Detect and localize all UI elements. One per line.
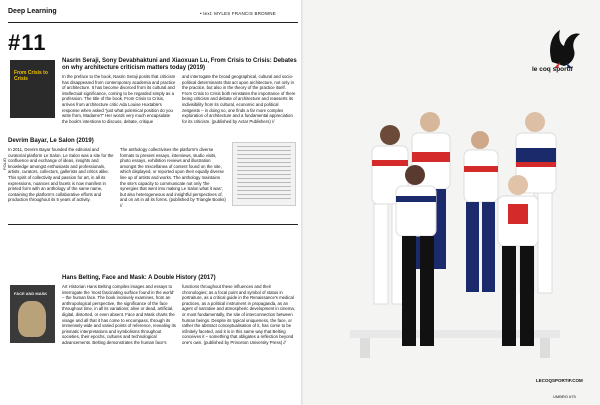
book-text-col2: and interrogate the broad geographical, cultural and socio-political determinants that act upon architecture, not only in the practice, but also in the theory of the practice itself. From Crisis to Crisis both reinstates the importance of there being criticism and debate of architecture and reasserts its indivisibility from its cultural, economic and political zeitgeists – in doing so, one finds a far more complex exploration of architecture and a fundamental appreciation for its criticism. (published by Actar Publishers) //: [182, 74, 296, 124]
book-cover-title: From Crisis to Crisis: [14, 70, 48, 82]
book-text-col1: Art Historian Hans Belting compiles images and essays to interrogate the 'most fascinating surface found in the world' – the human face. The book incisively examines, from an anthropological perspective, the significance of the face throughout time, in all its variations; alive or dead, artificial, digital, distorted, or even absent. Face and Mask charts the visage and all that it has come to encompass, through its immensely wide and varied points of reference, revealing its prismatic interpretations and symbolisms throughout societies, their epochs, cultures and technological advancements. Belting demonstrates the human face's: [62, 284, 176, 345]
side-folio: FOLIO: [2, 157, 7, 170]
athletes-photo: [330, 100, 600, 380]
face-image: [18, 301, 46, 337]
divider: [8, 22, 298, 23]
book-text-col2: The anthology collectivises the platform's diverse formats to present essays, interviews, studio visits, photo essays, exhibition reviews and illustration amongst the miscellanea of content found on the site, which displayed, or reported upon their equally diverse line up of artists and works. The anthology maintains the site's capacity to communicate not only 'the synergies that went into making Le Salon what it was', but also heterogeneous and insightful perspectives of, and on art in all its forms. (published by Triangle Books) //: [120, 147, 226, 208]
book-cover-crisis: [10, 60, 55, 118]
page-folio: UMBRO #75: [553, 394, 576, 399]
book-cover-face: [10, 285, 55, 343]
book-text-col1: In 2011, Devrim Bayar founded the editorial and curatorial platform Le Salon. Le Salon was a site for the confluence and exchange of ideas, insights and knowledge amongst enthusiasts and professionals, artists, curators, collectors, gallerists and critics alike. This spirit of collectivity and passion for art, in all its expressions, nuances and facets is now manifest in printed form with an anthology of the same name, containing the platform's collaborative efforts and production throughout its 5 years of activity.: [8, 147, 114, 203]
brand-url: LECOQSPORTIF.COM: [536, 378, 583, 383]
author-credit: • text: MYLES FRANCIS BROWNE: [200, 11, 276, 16]
spine: [301, 0, 304, 405]
book-text-col1: In the preface to the book, Nasrin Seraji posits that criticism has disappeared from contemporary academia and practice of architecture. It has become divorced from its cultural and intellectual significance, coming to be regarded simply as a profession. The title of the book, From Crisis to Crisis, arrives from architecture critic Ada Louise Huxtable's response when asked "just what polemical position do you write from, Madame?" Her words very much encapsulate the book's intentions to discuss, debate, critique: [62, 74, 176, 124]
book-title: Devrim Bayar, Le Salon (2019): [8, 138, 94, 144]
issue-number: #11: [8, 30, 47, 55]
book-title: Hans Belting, Face and Mask: A Double History (2017): [62, 275, 216, 281]
book-text-col2: functions throughout these influences and their chronologies; as a focal point and symbol of status in portraiture, as a critical guide in the Renaissance's medical practices, as a political instrument in propaganda, as an agent of narrative and atmospheric development in cinema, or most fundamentally, the site of interconnection between human beings. Despite its typical uniqueness, the face, or rather the abstract conceptualisation of it, has come to be infinitely faceted, and it is in this same way that Belting conceives it – something that obligates a reflection beyond one's own. (published by Princeton University Press) //: [182, 284, 295, 345]
document-thumbnail: [232, 142, 296, 206]
divider: [8, 224, 298, 225]
book-title: Nasrin Seraji, Sony Devabhaktuni and Xiaoxuan Lu, From Crisis to Crisis: Debates on why architecture criticism matters today (2019): [62, 58, 297, 71]
rooster-logo-icon: [530, 22, 594, 82]
brand-name: le coq sportif: [532, 66, 573, 73]
book-cover-title: FACE AND MASK: [14, 291, 48, 296]
section-title: Deep Learning: [8, 8, 57, 15]
